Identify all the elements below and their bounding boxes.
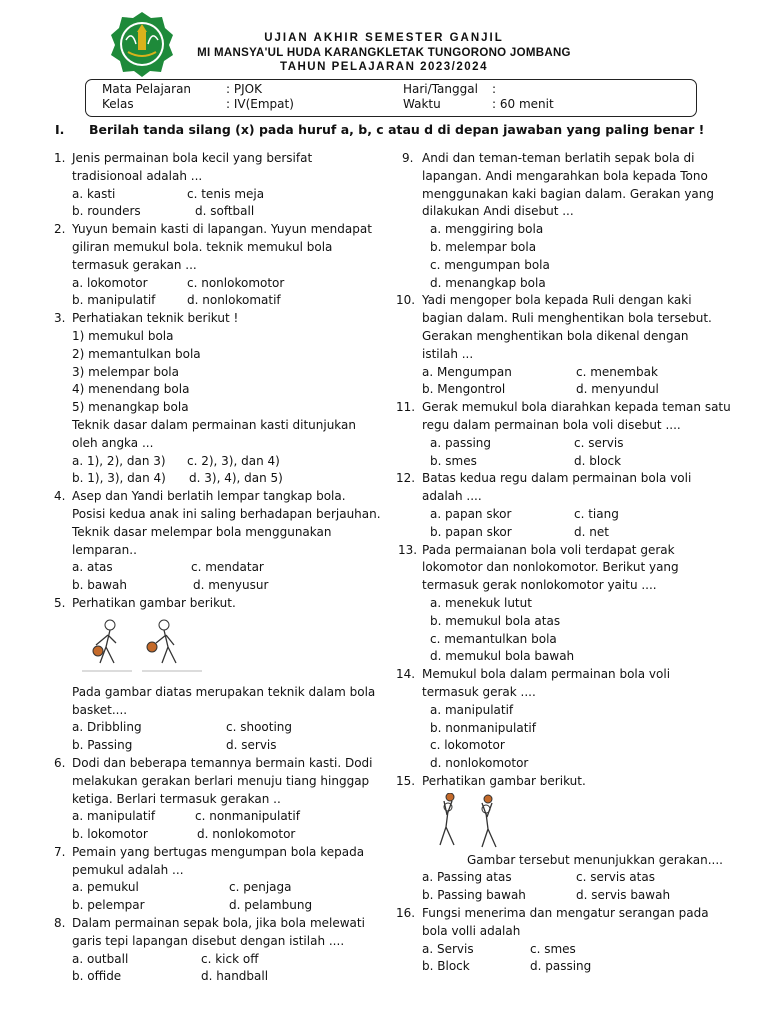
q2-option-b[interactable]: b. manipulatif [72, 293, 156, 308]
q1-option-c[interactable]: c. tenis meja [187, 186, 265, 201]
q4-option-d[interactable]: d. menyusur [193, 578, 269, 593]
academic-year: TAHUN PELAJARAN 2023/2024 [280, 61, 488, 73]
subject-label: Mata Pelajaran [102, 82, 192, 96]
q10-option-c[interactable]: c. menembak [576, 364, 658, 379]
class-label: Kelas [102, 97, 134, 111]
q14-option-a[interactable]: a. manipulatif [430, 702, 514, 717]
q3-item: 5) menangkap bola [72, 400, 189, 415]
q13-option-b[interactable]: b. memukul bola atas [430, 613, 561, 628]
q13-option-a[interactable]: a. menekuk lutut [430, 595, 532, 610]
question-4: 4. Asep dan Yandi berlatih lempar tangkap bola. [54, 489, 346, 504]
q3-item: 3) melempar bola [72, 364, 179, 379]
q7-option-d[interactable]: d. pelambung [229, 898, 313, 913]
question-13: 13. Pada permaianan bola voli terdapat gerak [398, 542, 675, 557]
q10-option-a[interactable]: a. Mengumpan [422, 364, 512, 379]
q10-option-d[interactable]: d. menyundul [576, 382, 659, 397]
q16-option-b[interactable]: b. Block [422, 959, 470, 974]
q5-option-d[interactable]: d. servis [226, 738, 277, 753]
q2-option-c[interactable]: c. nonlokomotor [187, 275, 285, 290]
question-9: 9. Andi dan teman-teman berlatih sepak bola di [402, 151, 695, 165]
q11-option-b[interactable]: b. smes [430, 453, 477, 468]
q4-option-b[interactable]: b. bawah [72, 578, 127, 593]
q13-option-c[interactable]: c. memantulkan bola [430, 631, 557, 646]
q6-option-d[interactable]: d. nonlokomotor [197, 827, 296, 842]
q2-option-d[interactable]: d. nonlokomatif [187, 293, 281, 308]
volleyball-pass-illustration [434, 793, 514, 859]
q4-option-a[interactable]: a. atas [72, 560, 113, 575]
time-label: Waktu [403, 97, 441, 111]
question-5: 5. Perhatikan gambar berikut. [54, 595, 236, 610]
q15-option-a[interactable]: a. Passing atas [422, 870, 512, 885]
q12-option-c[interactable]: c. tiang [574, 506, 619, 521]
question-12: 12. Batas kedua regu dalam permainan bola voli [396, 471, 692, 486]
q5-option-c[interactable]: c. shooting [226, 720, 293, 735]
q11-option-d[interactable]: d. block [574, 453, 622, 468]
question-11: 11. Gerak memukul bola diarahkan kepada teman satu [396, 400, 731, 415]
question-3: 3. Perhatiakan teknik berikut ! [54, 311, 239, 326]
q15-option-b[interactable]: b. Passing bawah [422, 888, 526, 903]
left-column: 1. Jenis permainan bola kecil yang bersifat tradisionoal adalah ... a. kasti c. tenis meja b. rounders d. softball 2. Yuyun bemain kasti di lapangan. Yuyun mendapat giliran memukul bola. teknik memukul bola termasuk gerakan ... a. lokomotor c. nonlokomotor b. manipulatif d. nonlokomatif 3. Perhatiakan teknik berikut ! 1) memukul bola 2) memantulkan bola 3) melempar bola 4) menendang bola 5) menangkap bola Teknik dasar dalam permainan kasti ditunjukan oleh angka ... a. 1), 2), dan 3) c. 2), 3), dan 4) b. 1), 3), dan 4) d. 3), 4), dan 5) 4. Asep dan Yandi berlatih lempar tangkap bola. Posisi kedua anak ini saling berhadapan berjauhan. Teknik dasar melempar bola menggunakan lemparan.. a. atas c. mendatar b. bawah d. menyusur 5. Perhatikan gambar berikut. Pada gambar diatas merupakan teknik dalam bola basket.... a. Dribbling c. shooting b. Passing d. servis 6. Dodi dan beberapa temannya bermain kasti. Dodi melakukan gerakan berlari menuju tiang hinggap ketiga. Berlari termasuk gerakan .. a. manipulatif c. nonmanipulatif b. lokomotor d. nonlokomotor 7. Pemain yang bertugas mengumpan bola kepada pemukul adalah ... a. pemukul c. penjaga b. pelempar d. pelambung 8. Dalam permainan sepak bola, jika bola melewati garis tepi lapangan disebut dengan istilah .... a. outball c. kick off b. offide d. handball [54, 150, 384, 986]
q9-option-d[interactable]: d. menangkap bola [430, 275, 546, 290]
class-value: : IV(Empat) [226, 97, 294, 111]
q12-option-a[interactable]: a. papan skor [430, 506, 512, 521]
q2-option-a[interactable]: a. lokomotor [72, 275, 148, 290]
school-name: MI MANSYA'UL HUDA KARANGKLETAK TUNGORONO JOMBANG [197, 47, 571, 59]
question-8: 8. Dalam permainan sepak bola, jika bola melewati [54, 916, 365, 931]
q13-option-d[interactable]: d. memukul bola bawah [430, 649, 575, 664]
basketball-dribble-illustration [82, 617, 222, 683]
q12-option-b[interactable]: b. papan skor [430, 524, 512, 539]
q1-option-d[interactable]: d. softball [195, 204, 255, 219]
question-10: 10. Yadi mengoper bola kepada Ruli dengan kaki [396, 293, 692, 308]
q3-option-a[interactable]: a. 1), 2), dan 3) [72, 453, 166, 468]
q5-option-b[interactable]: b. Passing [72, 738, 133, 753]
q12-option-d[interactable]: d. net [574, 524, 609, 539]
exam-title: UJIAN AKHIR SEMESTER GANJIL [264, 32, 504, 44]
q3-option-b[interactable]: b. 1), 3), dan 4) [72, 471, 166, 486]
question-6: 6. Dodi dan beberapa temannya bermain kasti. Dodi [54, 755, 373, 770]
q15-option-c[interactable]: c. servis atas [576, 870, 655, 885]
section-instruction: Berilah tanda silang (x) pada huruf a, b, c atau d di depan jawaban yang paling benar ! [89, 122, 705, 137]
right-column: 9. Andi dan teman-teman berlatih sepak bola di lapangan. Andi mengarahkan bola kepada Tono menggunakan kaki bagian dalam. Gerakan yang dilakukan Andi disebut ... a. menggiring bola b. melempar bola c. mengumpan bola d. menangkap bola 10. Yadi mengoper bola kepada Ruli dengan kaki bagian dalam. Ruli menghentikan bola tersebut. Gerakan menghentikan bola dikenal dengan istilah ... a. Mengumpan c. menembak b. Mengontrol d. menyundul 11. Gerak memukul bola diarahkan kepada teman satu regu dalam permainan bola voli disebut .... a. passing c. servis b. smes d. block 12. Batas kedua regu dalam permainan bola voli adalah .... a. papan skor c. tiang b. papan skor d. net 13. Pada permaianan bola voli terdapat gerak lokomotor dan nonlokomotor. Berikut yang termasuk gerak nonlokomotor yaitu .... a. menekuk lutut b. memukul bola atas c. memantulkan bola d. memukul bola bawah 14. Memukul bola dalam permainan bola voli termasuk gerak .... a. manipulatif b. nonmanipulatif c. lokomotor d. nonlokomotor 15. Perhatikan gambar berikut. Gambar tersebut menunjukkan gerakan.... a. Passing atas c. servis atas b. Passing bawah d. servis bawah 16. Fungsi menerima dan mengatur serangan pada bola volli adalah a. Servis c. smes b. Block d. passing [396, 150, 736, 976]
q11-option-c[interactable]: c. servis [574, 435, 624, 450]
q6-option-b[interactable]: b. lokomotor [72, 827, 148, 842]
q9-option-a[interactable]: a. menggiring bola [430, 222, 544, 237]
q9-option-c[interactable]: c. mengumpan bola [430, 257, 550, 272]
q6-option-a[interactable]: a. manipulatif [72, 809, 156, 824]
question-15: 15. Perhatikan gambar berikut. [396, 773, 586, 788]
q3-option-d[interactable]: d. 3), 4), dan 5) [189, 471, 283, 486]
q16-option-a[interactable]: a. Servis [422, 941, 474, 956]
q7-option-c[interactable]: c. penjaga [229, 880, 292, 895]
subject-value: : PJOK [226, 82, 262, 96]
q7-option-b[interactable]: b. pelempar [72, 898, 145, 913]
q14-option-d[interactable]: d. nonlokomotor [430, 756, 529, 771]
time-value: : 60 menit [492, 97, 554, 111]
q4-option-c[interactable]: c. mendatar [191, 560, 264, 575]
q8-option-d[interactable]: d. handball [201, 969, 269, 984]
q1-option-a[interactable]: a. kasti [72, 186, 116, 201]
q8-option-c[interactable]: c. kick off [201, 951, 259, 966]
q8-option-b[interactable]: b. offide [72, 969, 122, 984]
question-14: 14. Memukul bola dalam permainan bola voli [396, 667, 671, 682]
q10-option-b[interactable]: b. Mengontrol [422, 382, 506, 397]
q3-item: 4) menendang bola [72, 382, 190, 397]
q6-option-c[interactable]: c. nonmanipulatif [195, 809, 300, 824]
date-label: Hari/Tanggal [403, 82, 478, 96]
q8-option-a[interactable]: a. outball [72, 951, 129, 966]
q14-option-c[interactable]: c. lokomotor [430, 738, 505, 753]
q3-item: 2) memantulkan bola [72, 346, 201, 361]
question-7: 7. Pemain yang bertugas mengumpan bola kepada [54, 844, 365, 859]
question-16: 16. Fungsi menerima dan mengatur serangan pada [396, 906, 709, 921]
question-2: 2. Yuyun bemain kasti di lapangan. Yuyun mendapat [54, 222, 372, 237]
date-value: : [492, 82, 497, 96]
question-1: 1. Jenis permainan bola kecil yang bersifat [54, 151, 313, 165]
q3-item: 1) memukul bola [72, 328, 174, 343]
q16-option-d[interactable]: d. passing [530, 959, 592, 974]
q15-option-d[interactable]: d. servis bawah [576, 888, 671, 903]
q11-option-a[interactable]: a. passing [430, 435, 492, 450]
q5-option-a[interactable]: a. Dribbling [72, 720, 142, 735]
section-number: I. [55, 122, 65, 137]
q7-option-a[interactable]: a. pemukul [72, 880, 139, 895]
q1-option-b[interactable]: b. rounders [72, 204, 141, 219]
q14-option-b[interactable]: b. nonmanipulatif [430, 720, 536, 735]
q16-option-c[interactable]: c. smes [530, 941, 576, 956]
q9-option-b[interactable]: b. melempar bola [430, 239, 537, 254]
q3-option-c[interactable]: c. 2), 3), dan 4) [187, 453, 280, 468]
